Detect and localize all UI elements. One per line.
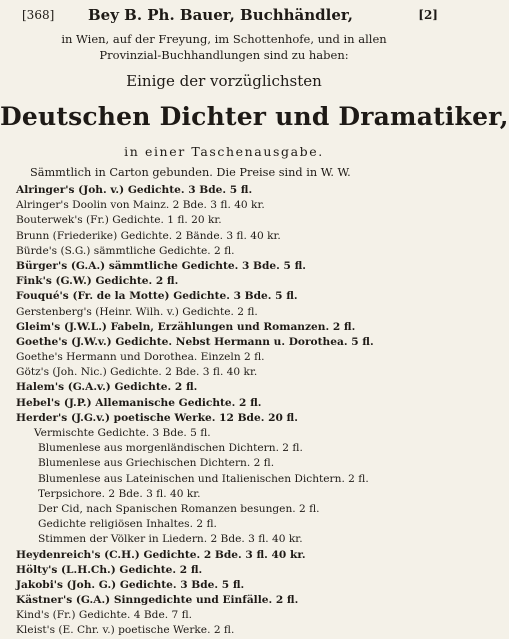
book-entry: Blumenlese aus Lateinischen und Italienischen Dichtern. 2 fl. — [38, 472, 369, 485]
book-entry: Brunn (Friederike) Gedichte. 2 Bände. 3 fl. 40 kr. — [16, 229, 281, 242]
price-note: Sämmtlich in Carton gebunden. Die Preise sind in W. W. — [30, 166, 351, 179]
book-entry: Kästner's (G.A.) Sinngedichte und Einfälle. 2 fl. — [16, 594, 299, 607]
book-entry: Heydenreich's (C.H.) Gedichte. 2 Bde. 3 fl. 40 kr. — [16, 548, 306, 561]
book-entry: Kind's (Fr.) Gedichte. 4 Bde. 7 fl. — [16, 609, 193, 622]
book-entry: Der Cid, nach Spanischen Romanzen besungen. 2 fl. — [38, 502, 320, 515]
book-entry: Jakobi's (Joh. G.) Gedichte. 3 Bde. 5 fl. — [16, 578, 245, 591]
subtitle-line: Einige der vorzüglichsten — [126, 72, 322, 90]
book-entry: Kleist's (E. Chr. v.) poetische Werke. 2 fl. — [16, 624, 235, 637]
availability-line: Provinzial-Buchhandlungen sind zu haben: — [99, 48, 349, 62]
book-entry: Alringer's (Joh. v.) Gedichte. 3 Bde. 5 fl. — [16, 184, 253, 196]
book-entry: Bürger's (G.A.) sämmtliche Gedichte. 3 Bde. 5 fl. — [16, 259, 306, 272]
edition-line: in einer Taschenausgabe. — [124, 144, 324, 159]
book-entry: Goethe's (J.W.v.) Gedichte. Nebst Hermann u. Dorothea. 5 fl. — [16, 335, 374, 348]
signature-mark: [2] — [418, 8, 438, 22]
book-entry: Hebel's (J.P.) Allemanische Gedichte. 2 fl. — [16, 396, 262, 409]
catalog-title: Deutschen Dichter und Dramatiker, — [0, 102, 509, 131]
book-entry: Götz's (Joh. Nic.) Gedichte. 2 Bde. 3 fl. 40 kr. — [16, 366, 258, 379]
book-entry: Gerstenberg's (Heinr. Wilh. v.) Gedichte. 2 fl. — [16, 305, 258, 318]
book-entry: Stimmen der Völker in Liedern. 2 Bde. 3 fl. 40 kr. — [38, 533, 303, 546]
book-entry: Terpsichore. 2 Bde. 3 fl. 40 kr. — [38, 487, 201, 500]
book-list — [16, 183, 444, 639]
page-header — [22, 6, 438, 26]
book-entry: Blumenlese aus morgenländischen Dichtern. 2 fl. — [38, 442, 303, 455]
book-entry: Fouqué's (Fr. de la Motte) Gedichte. 3 Bde. 5 fl. — [16, 290, 298, 303]
book-entry: Herder's (J.G.v.) poetische Werke. 12 Bde. 20 fl. — [16, 411, 298, 424]
book-entry: Bouterwek's (Fr.) Gedichte. 1 fl. 20 kr. — [16, 214, 222, 227]
book-entry: Halem's (G.A.v.) Gedichte. 2 fl. — [16, 381, 198, 394]
book-entry: Goethe's Hermann und Dorothea. Einzeln 2 fl. — [16, 351, 265, 364]
book-entry: Blumenlese aus Griechischen Dichtern. 2 fl. — [38, 457, 275, 470]
publisher-address: in Wien, auf der Freyung, im Schottenhofe, und in allen — [61, 32, 387, 46]
page-number: [368] — [22, 8, 55, 22]
book-entry: Gleim's (J.W.L.) Fabeln, Erzählungen und Romanzen. 2 fl. — [16, 320, 356, 333]
book-entry: Bürde's (S.G.) sämmtliche Gedichte. 2 fl. — [16, 244, 235, 257]
book-entry: Alringer's Doolin von Mainz. 2 Bde. 3 fl. 40 kr. — [16, 199, 265, 212]
publisher-heading: Bey B. Ph. Bauer, Buchhändler, — [88, 6, 353, 24]
book-entry: Vermischte Gedichte. 3 Bde. 5 fl. — [34, 427, 211, 439]
book-entry: Hölty's (L.H.Ch.) Gedichte. 2 fl. — [16, 563, 203, 576]
book-entry: Gedichte religiösen Inhaltes. 2 fl. — [38, 518, 217, 531]
book-entry: Fink's (G.W.) Gedichte. 2 fl. — [16, 275, 179, 288]
